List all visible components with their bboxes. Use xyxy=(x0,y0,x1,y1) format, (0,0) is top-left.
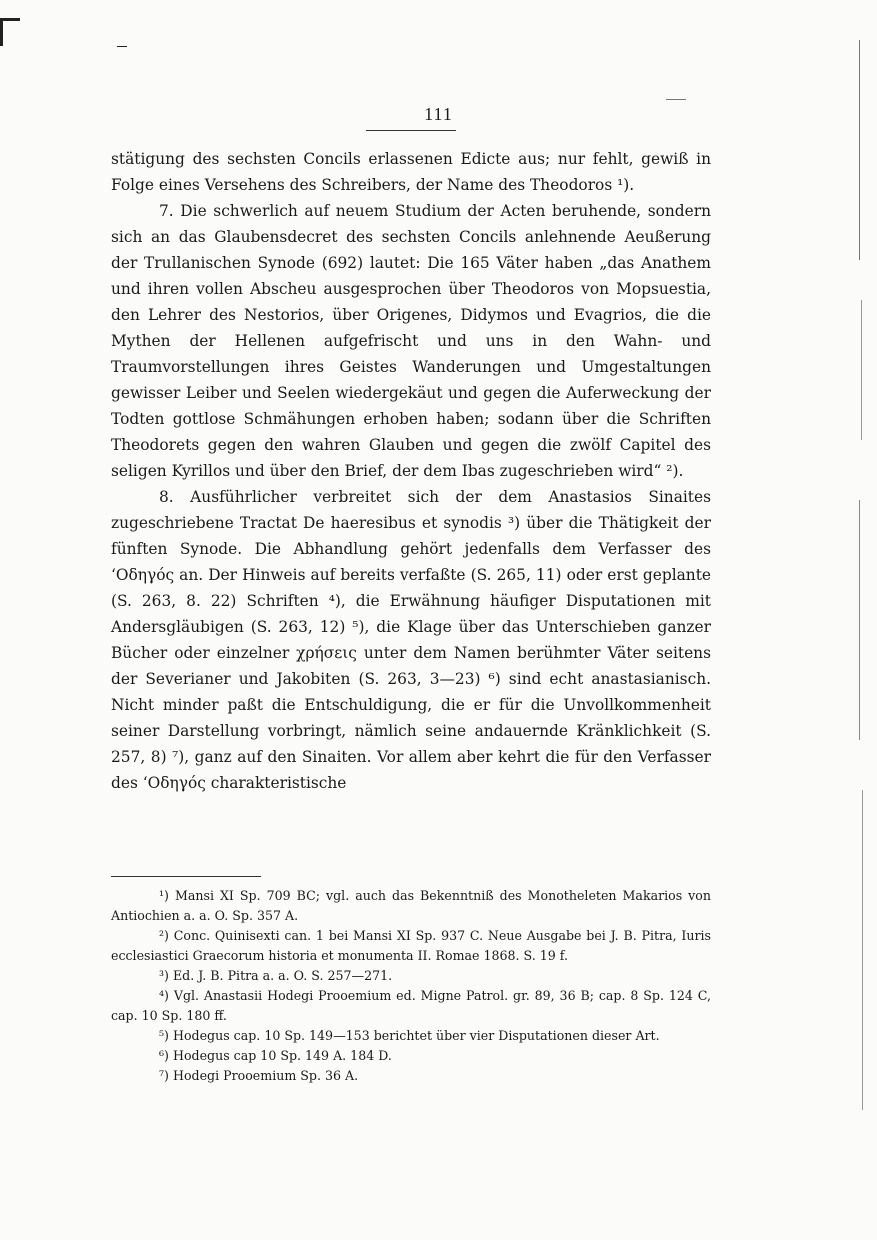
footnote-2: ²) Conc. Quinisexti can. 1 bei Mansi XI Sp. 937 C. Neue Ausgabe bei J. B. Pitra, Iuris ecclesiastici Graecorum historia et monumenta II. Romae 1868. S. 19 f. xyxy=(111,928,711,963)
scan-corner-mark xyxy=(0,18,20,21)
scan-corner-mark xyxy=(0,18,3,46)
paragraph-continuation: stätigung des sechsten Concils erlassenen Edicte aus; nur fehlt, gewiß in Folge eines Versehens des Schreibers, der Name des Theodoros ¹). xyxy=(111,150,711,194)
body-text xyxy=(111,146,711,796)
paragraph-7: 7. Die schwerlich auf neuem Studium der Acten beruhende, sondern sich an das Glaubensdecret des sechsten Concils anlehnende Aeußerung der Trullanischen Synode (692) lautet: Die 165 Väter haben „das Anathem und ihren vollen Abscheu ausgesprochen über Theodoros von Mopsuestia, den Lehrer des Nestorios, über Origenes, Didymos und Evagrios, die die Mythen der Hellenen aufgefrischt und uns in den Wahn- und Traumvorstellungen ihres Geistes Wanderungen und Umgestaltungen gewisser Leiber und Seelen wiedergekäut und gegen die Auferweckung der Todten gottlose Schmähungen erhoben haben; sodann über die Schriften Theodorets gegen den wahren Glauben und gegen die zwölf Capitel des seligen Kyrillos und über den Brief, der dem Ibas zugeschrieben wird“ ²). xyxy=(111,202,711,480)
scan-dash xyxy=(117,46,127,47)
footnote-7: ⁷) Hodegi Prooemium Sp. 36 A. xyxy=(159,1068,359,1083)
footnote-1: ¹) Mansi XI Sp. 709 BC; vgl. auch das Bekenntniß des Monotheleten Makarios von Antiochien a. a. O. Sp. 357 A. xyxy=(111,888,711,923)
footnotes xyxy=(111,886,711,1086)
footnote-6: ⁶) Hodegus cap 10 Sp. 149 A. 184 D. xyxy=(159,1048,392,1063)
footnote-3: ³) Ed. J. B. Pitra a. a. O. S. 257—271. xyxy=(159,968,393,983)
footnote-4: ⁴) Vgl. Anastasii Hodegi Prooemium ed. Migne Patrol. gr. 89, 36 B; cap. 8 Sp. 124 C, cap. 10 Sp. 180 ff. xyxy=(111,988,711,1023)
scan-edge-line xyxy=(862,790,863,1110)
footnote-5: ⁵) Hodegus cap. 10 Sp. 149—153 berichtet über vier Disputationen dieser Art. xyxy=(159,1028,660,1043)
page-number-rule xyxy=(366,130,456,131)
scan-edge-line xyxy=(859,500,860,740)
page-number: 111 xyxy=(424,104,453,124)
scan-dash xyxy=(666,99,686,100)
scan-edge-line xyxy=(859,40,860,260)
footnote-rule xyxy=(111,876,261,877)
paragraph-8: 8. Ausführlicher verbreitet sich der dem Anastasios Sinaites zugeschriebene Tractat De haeresibus et synodis ³) über die Thätigkeit der fünften Synode. Die Abhandlung gehört jedenfalls dem Verfasser des ‘Οδηγός an. Der Hinweis auf bereits verfaßte (S. 265, 11) oder erst geplante (S. 263, 8. 22) Schriften ⁴), die Erwähnung häufiger Disputationen mit Andersgläubigen (S. 263, 12) ⁵), die Klage über das Unterschieben ganzer Bücher oder einzelner χρήσεις unter dem Namen berühmter Väter seitens der Severianer und Jakobiten (S. 263, 3—23) ⁶) sind echt anastasianisch. Nicht minder paßt die Entschuldigung, die er für die Unvollkommenheit seiner Darstellung vorbringt, nämlich seine andauernde Kränklichkeit (S. 257, 8) ⁷), ganz auf den Sinaiten. Vor allem aber kehrt die für den Verfasser des ‘Οδηγός charakteristische xyxy=(111,488,711,792)
scan-edge-line xyxy=(861,300,862,440)
